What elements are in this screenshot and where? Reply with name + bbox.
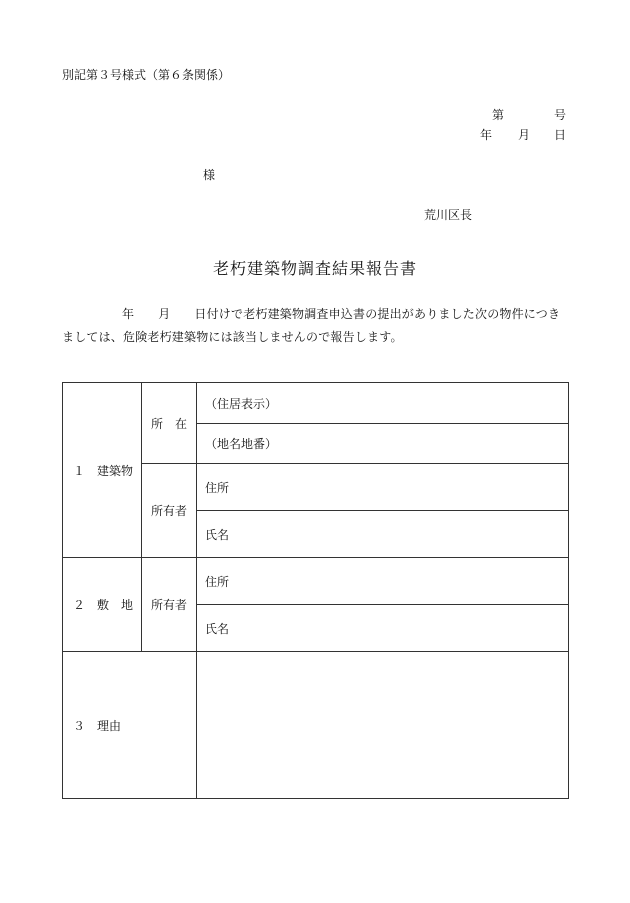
issuer-name: 荒川区長 xyxy=(424,208,473,222)
body-paragraph xyxy=(62,303,568,349)
body-year: 年 xyxy=(122,307,135,321)
building-owner-name-cell[interactable] xyxy=(197,511,569,558)
land-owner-name-label: 氏名 xyxy=(205,621,230,636)
building-category: １ 建築物 xyxy=(63,383,142,558)
number-suffix: 号 xyxy=(554,108,567,122)
report-table xyxy=(62,382,569,799)
land-owner-label: 所有者 xyxy=(142,558,197,652)
building-owner-address-label: 住所 xyxy=(205,480,230,495)
building-address-label: （住居表示） xyxy=(205,396,278,411)
form-identifier: 別記第３号様式（第６条関係） xyxy=(62,68,231,82)
land-owner-address-cell[interactable] xyxy=(197,558,569,605)
date-year: 年 xyxy=(480,128,493,142)
reason-cell[interactable] xyxy=(197,652,569,799)
building-address-cell[interactable] xyxy=(197,383,569,424)
land-category: ２ 敷 地 xyxy=(63,558,142,652)
document-title: 老朽建築物調査結果報告書 xyxy=(212,259,417,278)
body-text: 日付けで老朽建築物調査申込書の提出がありました次の物件につきましては、危険老朽建築物には該当しませんので報告します。 xyxy=(62,307,561,344)
date-day: 日 xyxy=(554,128,567,142)
addressee-suffix: 様 xyxy=(203,168,216,182)
building-owner-address-cell[interactable] xyxy=(197,464,569,511)
building-owner-label: 所有者 xyxy=(142,464,197,558)
reason-category: ３ 理由 xyxy=(63,652,197,799)
land-owner-name-cell[interactable] xyxy=(197,605,569,652)
date-month: 月 xyxy=(518,128,531,142)
number-prefix: 第 xyxy=(492,108,505,122)
building-location-label: 所 在 xyxy=(142,383,197,464)
building-lot-label: （地名地番） xyxy=(205,437,278,451)
building-lot-cell[interactable] xyxy=(197,424,569,464)
land-owner-address-label: 住所 xyxy=(205,574,230,589)
body-month: 月 xyxy=(158,307,171,321)
building-owner-name-label: 氏名 xyxy=(205,527,230,542)
